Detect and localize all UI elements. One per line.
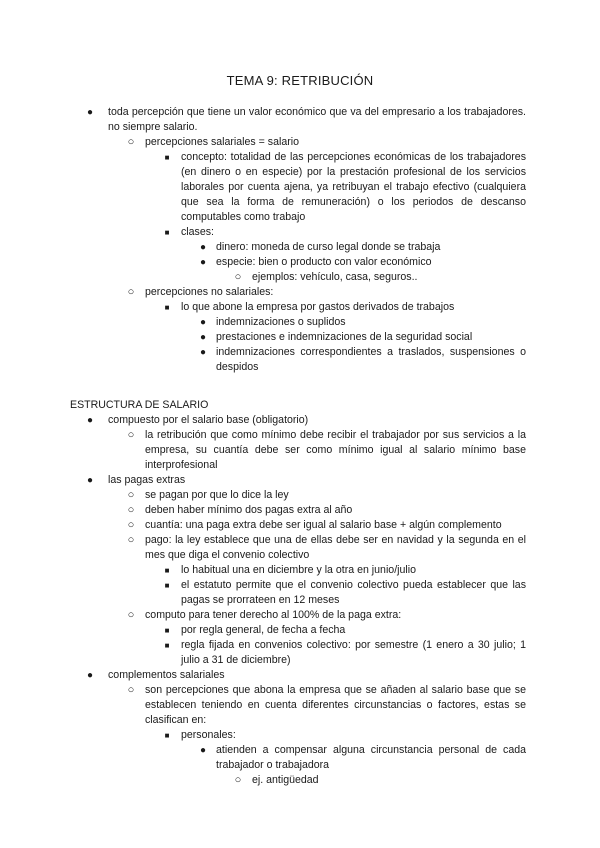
list-item: [0, 503, 600, 518]
list-item-text: atienden a compensar alguna circunstancia personal de cada trabajador o trabajadora: [216, 744, 526, 771]
list-item-text: lo habitual una en diciembre y la otra en junio/julio: [181, 564, 416, 576]
bullet-square-icon: ■: [164, 566, 170, 575]
list-item-text: concepto: totalidad de las percepciones económicas de los trabajadores (en dinero o en especie) por la prestación profesional de los servicios laborales por cuenta ajena, ya retribuyan el trabajo efectivo (cualquiera que sea la forma de remuneración) o los periodos de descanso computables como trabajo: [181, 151, 526, 223]
list-item-text: el estatuto permite que el convenio colectivo pueda establecer que las pagas se prorrateen en 12 meses: [181, 579, 526, 606]
list-item: [0, 518, 600, 533]
bullet-disc-icon: ●: [199, 242, 207, 253]
list-item: [0, 315, 600, 330]
list-item: [0, 270, 600, 285]
list-item-text: computo para tener derecho al 100% de la paga extra:: [145, 609, 402, 621]
list-item: [0, 638, 600, 668]
bullet-circle-icon: ○: [127, 286, 135, 298]
list-item: [0, 578, 600, 608]
list-item: [0, 728, 600, 743]
bullet-circle-icon: ○: [127, 489, 135, 501]
document-body: [0, 105, 600, 788]
list-item: [0, 428, 600, 473]
list-item: [0, 345, 600, 375]
list-item: [0, 255, 600, 270]
list-item-text: toda percepción que tiene un valor económico que va del empresario a los trabajadores. no siempre salario.: [108, 106, 526, 133]
list-item-text: deben haber mínimo dos pagas extra al año: [145, 504, 353, 516]
section-heading: ESTRUCTURA DE SALARIO: [70, 399, 209, 411]
bullet-disc-icon: ●: [199, 332, 207, 343]
list-item: [0, 240, 600, 255]
list-item-text: se pagan por que lo dice la ley: [145, 489, 289, 501]
list-item: [0, 105, 600, 135]
bullet-circle-icon: ○: [127, 504, 135, 516]
list-item-text: regla fijada en convenios colectivo: por semestre (1 enero a 30 julio; 1 julio a 31 de diciembre): [181, 639, 526, 666]
list-item: [0, 563, 600, 578]
list-item: [0, 623, 600, 638]
list-item-text: clases:: [181, 226, 214, 238]
list-item: [0, 473, 600, 488]
list-item-text: pago: la ley establece que una de ellas debe ser en navidad y la segunda en el mes que diga el convenio colectivo: [145, 534, 526, 561]
list-item: [0, 743, 600, 773]
bullet-square-icon: ■: [164, 303, 170, 312]
list-item: [0, 300, 600, 315]
list-item-text: percepciones salariales = salario: [145, 136, 299, 148]
bullet-disc-icon: ●: [199, 745, 207, 756]
list-item: [0, 413, 600, 428]
bullet-circle-icon: ○: [234, 774, 242, 786]
page-title: TEMA 9: RETRIBUCIÓN: [226, 73, 374, 88]
list-item-text: la retribución que como mínimo debe recibir el trabajador por sus servicios a la empresa, su cuantía debe ser como mínimo igual al salario mínimo base interprofesional: [145, 429, 526, 471]
list-item: [0, 608, 600, 623]
list-item-text: lo que abone la empresa por gastos derivados de trabajos: [181, 301, 455, 313]
bullet-square-icon: ■: [164, 228, 170, 237]
bullet-circle-icon: ○: [127, 136, 135, 148]
list-item-text: son percepciones que abona la empresa que se añaden al salario base que se establecen teniendo en cuenta diferentes circunstancias o factores, estas se clasifican en:: [145, 684, 526, 726]
list-item: [0, 225, 600, 240]
list-item-text: compuesto por el salario base (obligatorio): [108, 414, 309, 426]
list-item: [0, 330, 600, 345]
bullet-square-icon: ■: [164, 153, 170, 162]
bullet-circle-icon: ○: [234, 271, 242, 283]
bullet-square-icon: ■: [164, 581, 170, 590]
bullet-square-icon: ■: [164, 626, 170, 635]
list-item: [0, 683, 600, 728]
list-item-text: ejemplos: vehículo, casa, seguros..: [252, 271, 418, 283]
bullet-circle-icon: ○: [127, 429, 135, 441]
bullet-disc-icon: ●: [86, 415, 94, 426]
list-item: [0, 150, 600, 225]
list-item-text: complementos salariales: [108, 669, 225, 681]
bullet-square-icon: ■: [164, 641, 170, 650]
list-item: [0, 533, 600, 563]
list-item: [0, 135, 600, 150]
list-item-text: personales:: [181, 729, 236, 741]
list-item: [0, 285, 600, 300]
bullet-circle-icon: ○: [127, 609, 135, 621]
list-item-text: percepciones no salariales:: [145, 286, 274, 298]
bullet-disc-icon: ●: [86, 475, 94, 486]
list-item-text: por regla general, de fecha a fecha: [181, 624, 346, 636]
list-item-text: las pagas extras: [108, 474, 186, 486]
list-item: [0, 668, 600, 683]
bullet-circle-icon: ○: [127, 684, 135, 696]
list-item-text: especie: bien o producto con valor económico: [216, 256, 432, 268]
bullet-square-icon: ■: [164, 731, 170, 740]
bullet-circle-icon: ○: [127, 519, 135, 531]
bullet-disc-icon: ●: [199, 317, 207, 328]
list-item-text: prestaciones e indemnizaciones de la seguridad social: [216, 331, 473, 343]
list-item: [0, 488, 600, 503]
list-item-text: indemnizaciones o suplidos: [216, 316, 346, 328]
list-item-text: cuantía: una paga extra debe ser igual al salario base + algún complemento: [145, 519, 502, 531]
bullet-disc-icon: ●: [86, 670, 94, 681]
list-item: [0, 773, 600, 788]
bullet-disc-icon: ●: [86, 107, 94, 118]
bullet-circle-icon: ○: [127, 534, 135, 546]
list-item-text: ej. antigüedad: [252, 774, 319, 786]
list-item-text: indemnizaciones correspondientes a traslados, suspensiones o despidos: [216, 346, 526, 373]
list-item-text: dinero: moneda de curso legal donde se trabaja: [216, 241, 441, 253]
bullet-disc-icon: ●: [199, 257, 207, 268]
bullet-disc-icon: ●: [199, 347, 207, 358]
